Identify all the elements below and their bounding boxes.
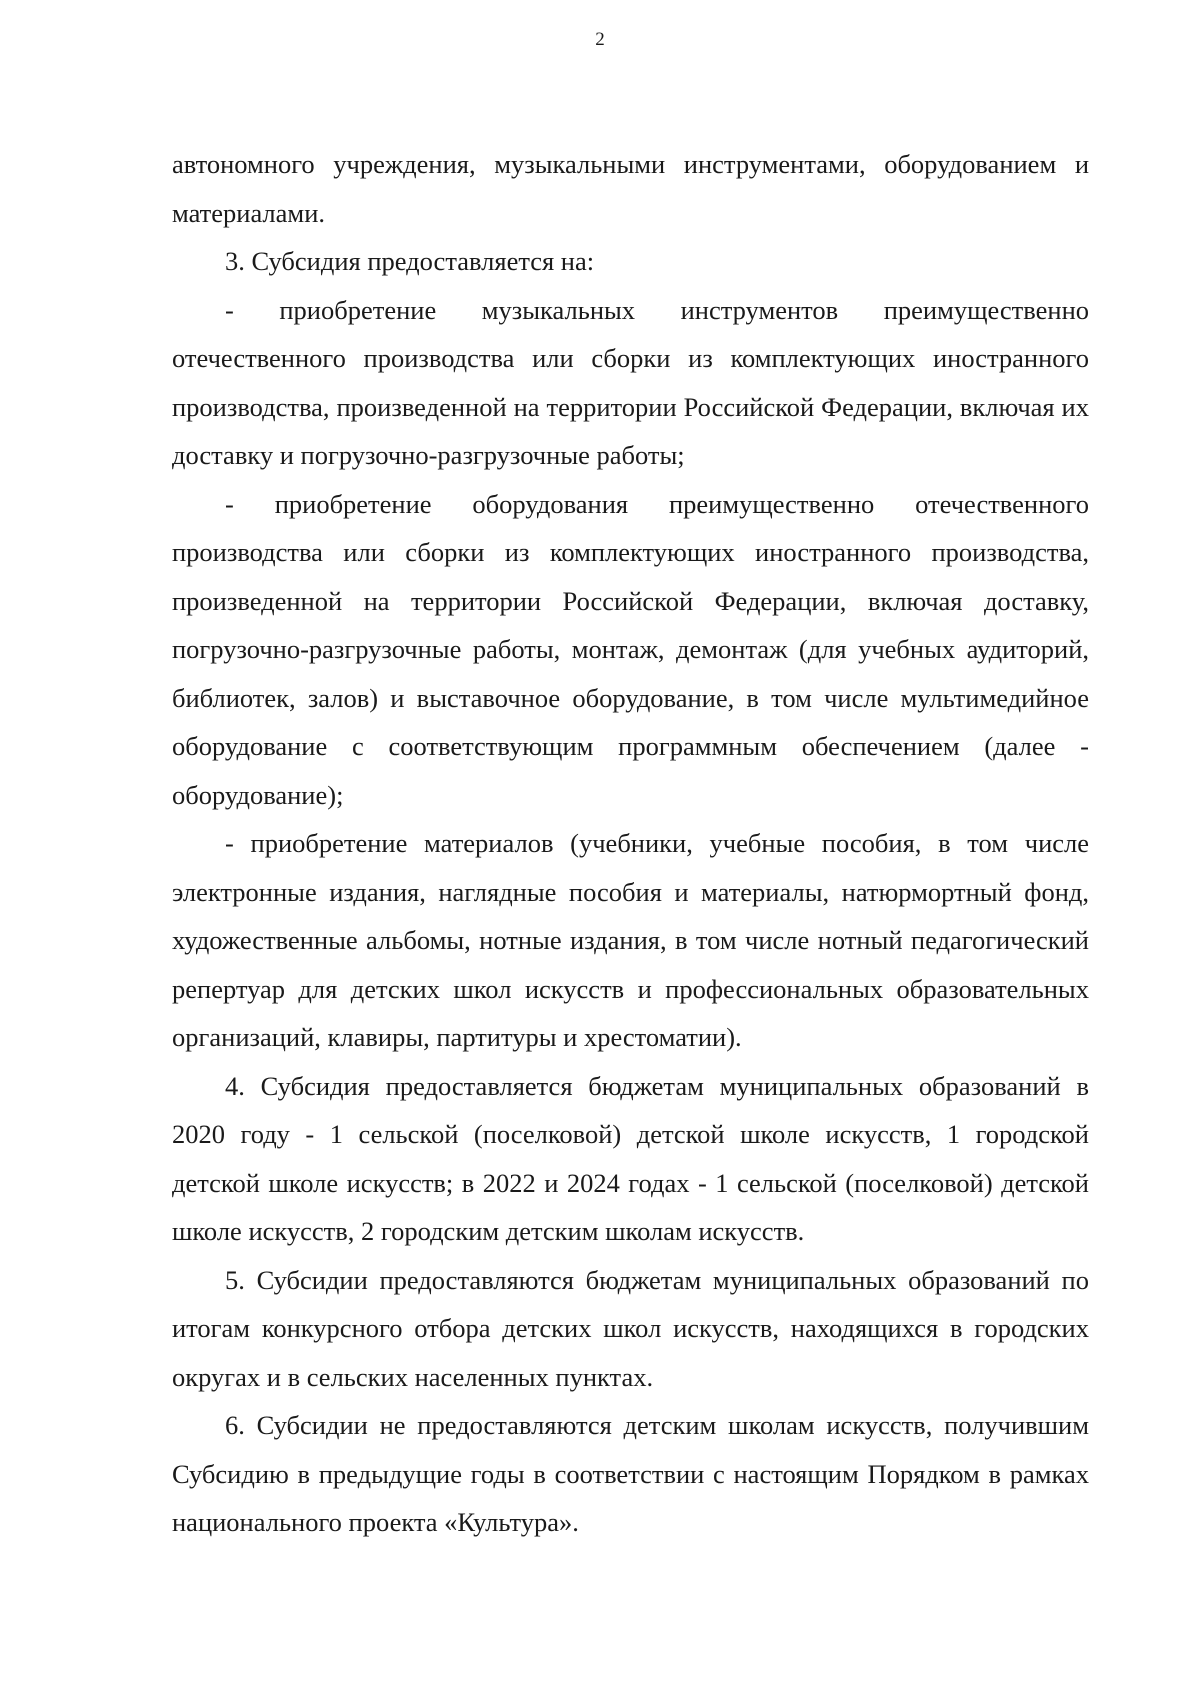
document-body	[172, 140, 1089, 1547]
paragraph-item-5: 5. Субсидии предоставляются бюджетам муниципальных образований по итогам конкурсного отбора детских школ искусств, находящихся в городских округах и в сельских населенных пунктах.	[172, 1264, 1089, 1392]
paragraph-continuation: автономного учреждения, музыкальными инструментами, оборудованием и материалами.	[172, 149, 1089, 228]
page-number: 2	[595, 29, 605, 50]
paragraph-item-6: 6. Субсидии не предоставляются детским школам искусств, получившим Субсидию в предыдущие годы в соответствии с настоящим Порядком в рамках национального проекта «Культура».	[172, 1410, 1089, 1537]
paragraph-bullet-materials: - приобретение материалов (учебники, учебные пособия, в том числе электронные издания, наглядные пособия и материалы, натюрмортный фонд, художественные альбомы, нотные издания, в том числе нотный педагогический репертуар для детских школ искусств и профессиональных образовательных организаций, клавиры, партитуры и хрестоматии).	[172, 828, 1089, 1052]
paragraph-item-4: 4. Субсидия предоставляется бюджетам муниципальных образований в 2020 году - 1 сельской (поселковой) детской школе искусств, 1 городской детской школе искусств; в 2022 и 2024 годах - 1 сельской (поселковой) детской школе искусств, 2 городским детским школам искусств.	[172, 1070, 1089, 1246]
paragraph-item-3: 3. Субсидия предоставляется на:	[225, 246, 595, 276]
paragraph-bullet-equipment: - приобретение оборудования преимущественно отечественного производства или сборки из комплектующих иностранного производства, произведенной на территории Российской Федерации, включая доставку, погрузочно-разгрузочные работы, монтаж, демонтаж (для учебных аудиторий, библиотек, залов) и выставочное оборудование, в том числе мультимедийное оборудование с соответствующим программным обеспечением (далее - оборудование);	[172, 488, 1089, 810]
paragraph-bullet-instruments: - приобретение музыкальных инструментов преимущественно отечественного производства или сборки из комплектующих иностранного производства, произведенной на территории Российской Федерации, включая их доставку и погрузочно-разгрузочные работы;	[172, 294, 1089, 470]
